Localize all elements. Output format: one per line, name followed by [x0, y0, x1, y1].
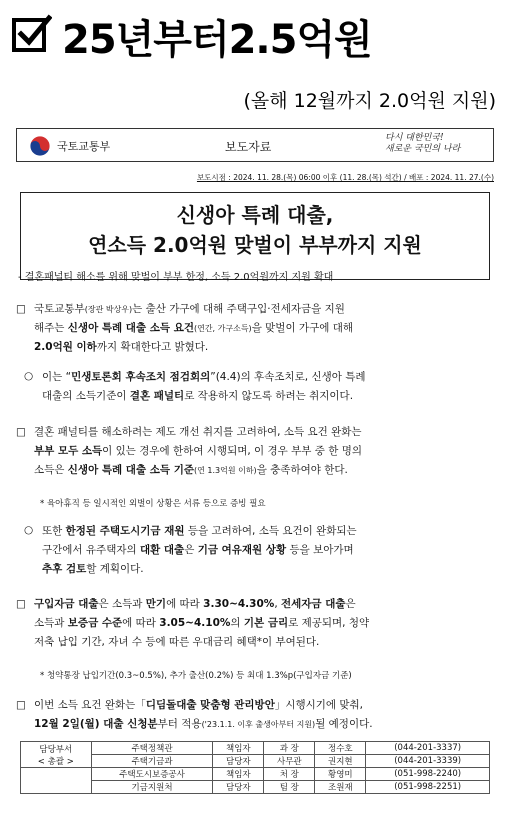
paragraph-5: 구입자금 대출은 소득과 만기에 따라 3.30~4.30%, 전세자금 대출은 소득과 보증금 수준에 따라 3.05~4.10%의 기본 금리로 제공되며, 청약 저축 납입 기간, 자녀 수 등에 따른 우대금리 혜택*이 부여된다. — [34, 598, 370, 648]
circle-bullet-icon: ○ — [24, 370, 34, 382]
paragraph-3: 결혼 패널티를 해소하려는 제도 개선 취지를 고려하여, 소득 요건 완화는 부부 모두 소득이 있는 경우에 한하여 시행되며, 이 경우 부부 중 한 명의 소득은 신생아 특례 대출 소득 기준(연 1.3억원 이하)을 충족하여야 한다. — [34, 426, 363, 476]
table-row: 담당부서 < 총괄 > 주택정책관 책임자 과 장 정수호 (044-201-3337) — [21, 742, 490, 755]
square-bullet-icon: □ — [16, 699, 26, 711]
release-type: 보도자료 — [225, 140, 272, 154]
square-bullet-icon: □ — [16, 426, 26, 438]
ministry-name: 국토교통부 — [57, 140, 111, 153]
press-release — [16, 128, 494, 828]
masthead — [16, 128, 494, 162]
paragraph-4: 또한 한정된 주택도시기금 재원 등을 고려하여, 소득 요건이 완화되는 구간에서 유주택자의 대환 대출은 기금 여유재원 상황 등을 보아가며 추후 검토할 계획이다. — [42, 525, 357, 575]
title-box — [20, 192, 490, 280]
paragraph-2: 이는 “민생토론회 후속조치 점검회의”(4.4)의 후속조치로, 신생아 특례 대출의 소득기준이 결혼 패널티로 작용하지 않도록 하려는 취지이다. — [42, 371, 366, 402]
slogan — [385, 133, 460, 155]
dept-cell: 담당부서 < 총괄 > — [21, 742, 92, 768]
square-bullet-icon: □ — [16, 598, 26, 610]
footnote-2: * 청약통장 납입기간(0.3~0.5%), 추가 출산(0.2%) 등 최대 1.3%p(구입자금 기준) — [40, 671, 352, 681]
circle-bullet-icon: ○ — [24, 524, 34, 536]
footnote-1: * 육아휴직 등 일시적인 외벌이 상황은 서류 등으로 증빙 필요 — [40, 499, 266, 509]
paragraph-6: 이번 소득 요건 완화는「디딤돌대출 맞춤형 관리방안」시행시기에 맞춰, 12월 2일(월) 대출 신청분부터 적용('23.1.1. 이후 출생아부터 지원)될 예정이다. — [34, 699, 373, 730]
table-row: 주택기금과 담당자 사무관 권지현 (044-201-3339) — [21, 755, 490, 768]
square-bullet-icon: □ — [16, 303, 26, 315]
slogan-line-1: 다시 대한민국! — [385, 133, 444, 143]
slogan-line-2: 새로운 국민의 나라 — [385, 144, 461, 154]
timing-text: 보도시점 : 2024. 11. 28.(목) 06:00 이후 (11. 28.(목) 석간) / 배포 : 2024. 11. 27.(수) — [196, 173, 494, 182]
headline: 25년부터2.5억원 — [62, 17, 372, 63]
table-row: 주택도시보증공사 책임자 처 장 황영미 (051-998-2240) — [21, 768, 490, 781]
title-line-2: 연소득 2.0억원 맞벌이 부부까지 지원 — [88, 233, 422, 257]
title-line-1: 신생아 특례 대출, — [176, 203, 334, 227]
subheadline: (올해 12월까지 2.0억원 지원) — [243, 90, 496, 112]
headline-banner — [0, 0, 510, 70]
table-row: 기금지원처 담당자 팀 장 조원재 (051-998-2251) — [21, 781, 490, 794]
paragraph-1: 국토교통부(장관 박상우)는 출산 가구에 대해 주택구입·전세자금을 지원 해주는 신생아 특례 대출 소득 요건(연간, 가구소득)을 맞벌이 가구에 대해 2.0억원 이하까지 확대한다고 밝혔다. — [34, 303, 353, 353]
release-timing — [16, 172, 494, 183]
government-logo-icon — [29, 135, 51, 157]
contact-table — [20, 741, 490, 794]
title-subline: - 결혼패널티 해소를 위해 맞벌이 부부 한정, 소득 2.0억원까지 지원 확대 — [18, 272, 334, 283]
checkbox-checked-icon — [12, 14, 52, 54]
